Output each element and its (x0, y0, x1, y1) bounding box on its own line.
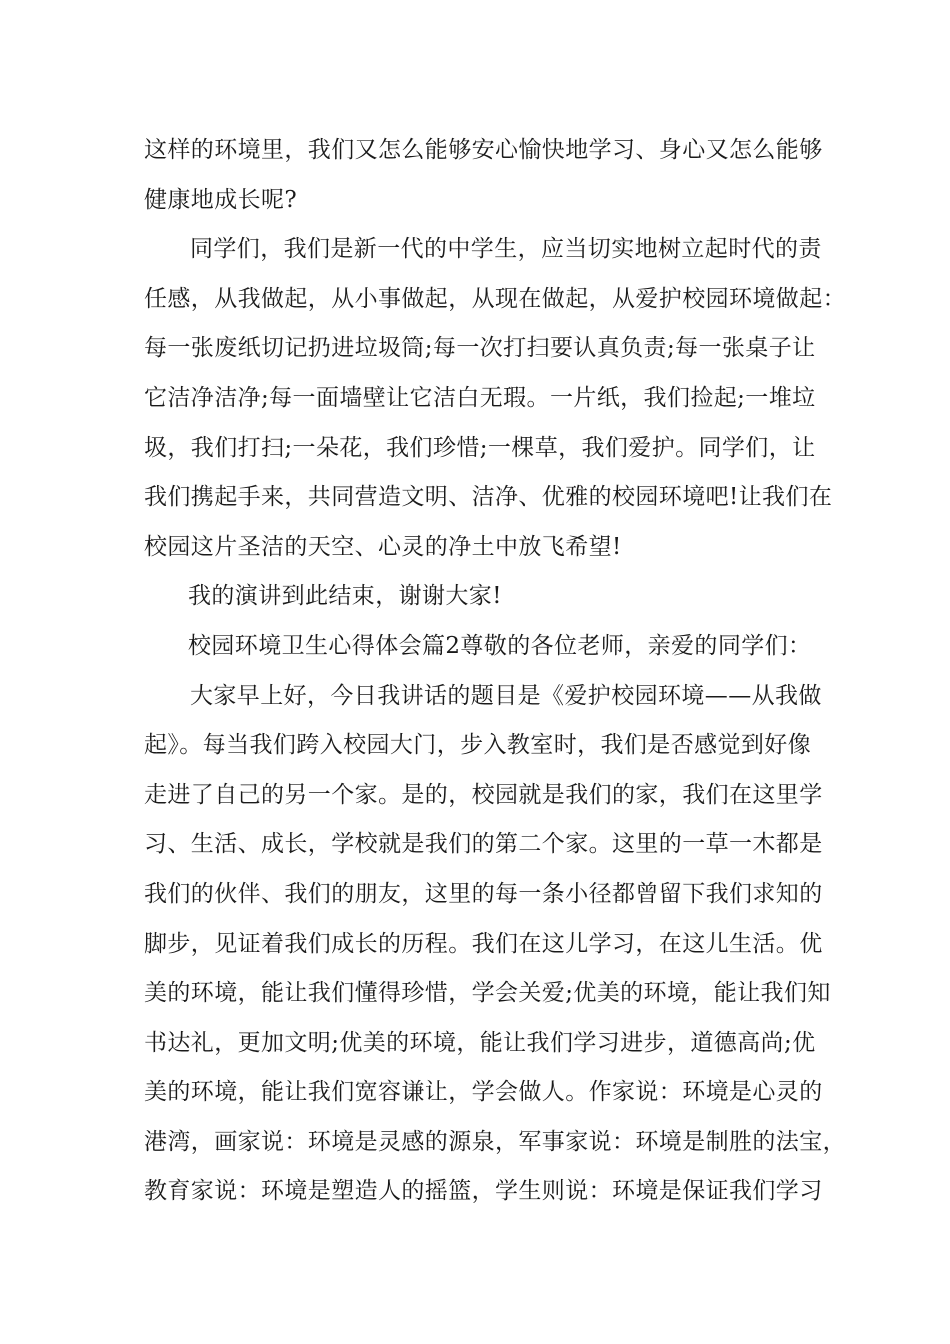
paragraph-start-line: 同学们，我们是新一代的中学生，应当切实地树立起时代的责 (190, 236, 822, 263)
closing-line: 我的演讲到此结束，谢谢大家! (188, 583, 502, 610)
body-text (144, 126, 846, 1217)
text-line: 习、生活、成长，学校就是我们的第二个家。这里的一草一木都是 (144, 831, 823, 858)
text-line: 港湾，画家说：环境是灵感的源泉，军事家说：环境是制胜的法宝， (144, 1128, 846, 1155)
text-line: 圾，我们打扫;一朵花，我们珍惜;一棵草，我们爱护。同学们，让 (144, 434, 816, 461)
text-line: 教育家说：环境是塑造人的摇篮，学生则说：环境是保证我们学习 (144, 1178, 823, 1205)
text-line: 起》。每当我们跨入校园大门，步入教室时，我们是否感觉到好像 (144, 732, 812, 759)
text-line: 书达礼，更加文明;优美的环境，能让我们学习进步，道德高尚;优 (144, 1029, 816, 1056)
paragraph-start-line: 大家早上好，今日我讲话的题目是《爱护校园环境——从我做 (190, 682, 822, 709)
text-line: 任感，从我做起，从小事做起，从现在做起，从爱护校园环境做起： (144, 285, 846, 312)
text-line: 美的环境，能让我们懂得珍惜，学会关爱;优美的环境，能让我们知 (144, 980, 831, 1007)
text-line: 它洁净洁净;每一面墙壁让它洁白无瑕。一片纸，我们捡起;一堆垃 (144, 384, 816, 411)
text-line: 这样的环境里，我们又怎么能够安心愉快地学习、身心又怎么能够 (144, 137, 823, 163)
text-line: 校园这片圣洁的天空、心灵的净土中放飞希望! (144, 533, 622, 560)
text-line: 我们的伙伴、我们的朋友，这里的每一条小径都曾留下我们求知的 (144, 880, 823, 907)
text-line: 健康地成长呢? (144, 186, 298, 213)
text-line: 每一张废纸切记扔进垃圾筒;每一次打扫要认真负责;每一张桌子让 (144, 335, 816, 362)
text-line: 脚步，见证着我们成长的历程。我们在这儿学习，在这儿生活。优 (144, 930, 823, 957)
text-line: 我们携起手来，共同营造文明、洁净、优雅的校园环境吧!让我们在 (144, 484, 833, 511)
text-line: 走进了自己的另一个家。是的，校园就是我们的家，我们在这里学 (144, 781, 823, 808)
section-heading-line: 校园环境卫生心得体会篇2尊敬的各位老师，亲爱的同学们： (188, 632, 812, 659)
text-line: 美的环境，能让我们宽容谦让，学会做人。作家说：环境是心灵的 (144, 1079, 823, 1106)
